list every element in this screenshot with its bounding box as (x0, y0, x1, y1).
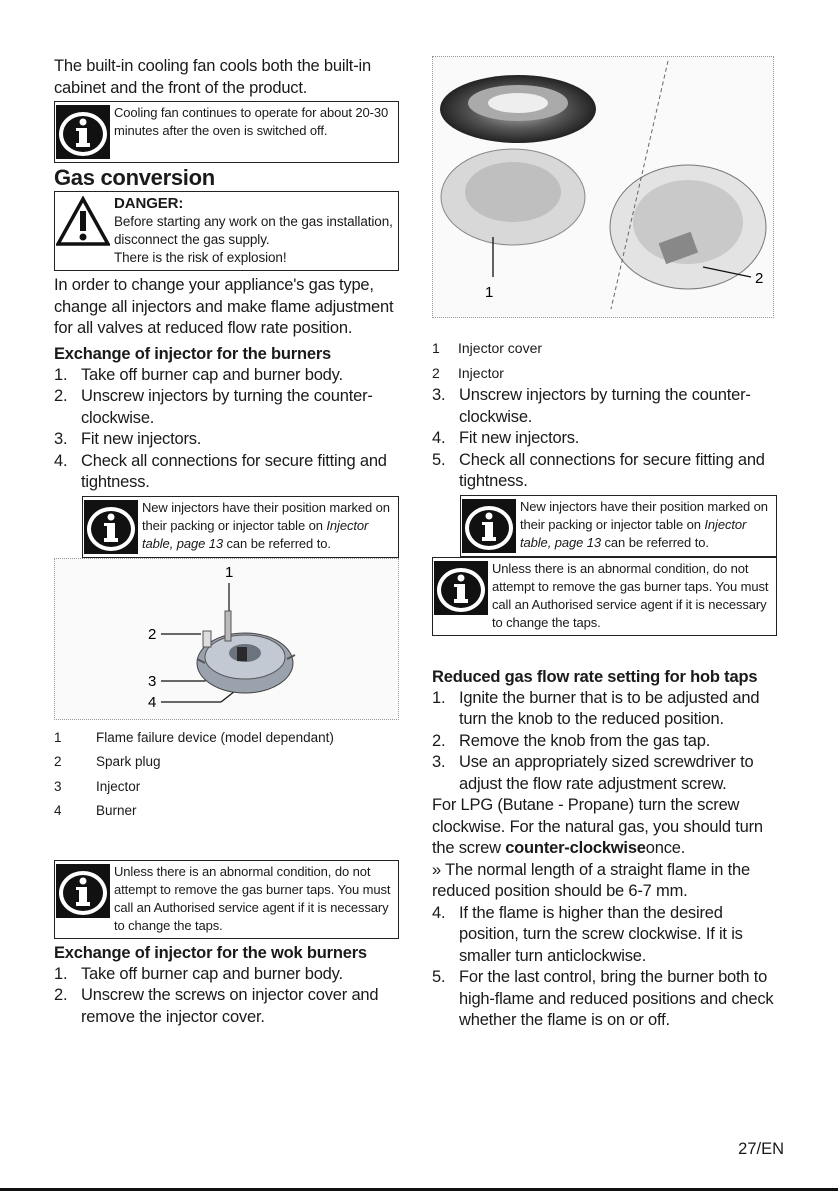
heading-exchange-injector: Exchange of injector for the burners (54, 344, 332, 363)
heading-reduced-flow: Reduced gas flow rate setting for hob taps (432, 667, 758, 686)
list-item: 2. Unscrew the screws on injector cover and remove the injector cover. (54, 986, 379, 1026)
cooling-fan-intro: The built-in cooling fan cools both the built-in cabinet and the front of the product. (54, 57, 371, 97)
list-item: 2 Spark plug (54, 754, 161, 769)
gas-type-paragraph: In order to change your appliance's gas type, change all injectors and make flame adjustment for all valves at reduced flow rate position. (54, 276, 394, 337)
figure-label-3: 3 (148, 672, 157, 690)
info-icon (462, 499, 516, 553)
list-item: 4. Fit new injectors. (432, 429, 580, 447)
list-item: 3. Unscrew injectors by turning the counter-clockwise. (432, 386, 751, 426)
list-item: 1. Take off burner cap and burner body. (54, 964, 343, 983)
injector-table-link[interactable]: Injector table, page 13 (520, 516, 747, 550)
info-icon (434, 561, 488, 615)
list-item: 2. Unscrew injectors by turning the counter-clockwise. (54, 387, 373, 427)
figure-label-1: 1 (485, 284, 494, 301)
list-item: 3. Fit new injectors. (54, 430, 202, 448)
figure-label-4: 4 (148, 693, 157, 711)
danger-note (54, 191, 399, 271)
info-icon (84, 500, 138, 554)
list-item: 1. Ignite the burner that is to be adjusted and turn the knob to the reduced position. (432, 688, 760, 728)
figure-label-2: 2 (148, 625, 157, 643)
warning-triangle-icon (56, 196, 110, 246)
injector-steps-list (54, 365, 399, 494)
info-note-gas-taps-right (432, 557, 777, 636)
heading-wok-injector: Exchange of injector for the wok burners (54, 943, 367, 962)
list-item: 3 Injector (54, 778, 141, 794)
danger-title: DANGER: (114, 195, 184, 212)
burner-diagram (54, 558, 399, 720)
info-note-gas-taps (54, 860, 399, 939)
burner-legend (54, 726, 399, 824)
wok-steps-continued (432, 385, 777, 493)
left-column (54, 56, 399, 1028)
right-column (432, 56, 777, 1032)
normal-flame-length: » The normal length of a straight flame in the reduced position should be 6-7 mm. (432, 860, 750, 900)
danger-text: Before starting any work on the gas installation, disconnect the gas supply. (114, 214, 393, 247)
injector-table-link[interactable]: Injector table, page 13 (142, 517, 369, 551)
info-icon (56, 864, 110, 918)
info-note-cooling-fan (54, 101, 399, 163)
list-item: 5. Check all connections for secure fitting and tightness. (432, 450, 765, 490)
list-item: 2 Injector (432, 364, 504, 381)
reduced-steps-list-continued (432, 903, 777, 1032)
list-item: 2. Remove the knob from the gas tap. (432, 731, 711, 750)
figure-label-2: 2 (755, 270, 764, 287)
lpg-paragraph: For LPG (Butane - Propane) turn the screw clockwise. For the natural gas, you should turn the screw counter-clockwiseonce. (432, 796, 763, 857)
page-number: 27/EN (738, 1140, 784, 1158)
list-item: 1. Take off burner cap and burner body. (54, 365, 343, 384)
list-item: 5. For the last control, bring the burner both to high-flame and reduced positions and check whether the flame is on or off. (432, 968, 774, 1029)
list-item: 3. Use an appropriately sized screwdriver to adjust the flow rate adjustment screw. (432, 753, 754, 793)
note-text: Unless there is an abnormal condition, do not attempt to remove the gas burner taps. You must call an Authorised service agent if it is necessary to change the taps. (114, 863, 391, 933)
list-item: 1 Injector cover (432, 340, 543, 356)
wok-steps-list (54, 964, 399, 1029)
info-note-new-injectors: New injectors have their position marked on their packing or injector table on Injector table, page 13 can be referred to. (82, 496, 399, 558)
info-icon (56, 105, 110, 159)
wok-burner-diagram (432, 56, 774, 318)
list-item: 4 Burner (54, 803, 137, 818)
danger-text-explosion: There is the risk of explosion! (114, 250, 287, 265)
heading-gas-conversion: Gas conversion (54, 165, 215, 190)
list-item: 4. If the flame is higher than the desired position, turn the screw clockwise. If it is smaller turn anticlockwise. (432, 903, 743, 965)
reduced-steps-list (432, 688, 777, 796)
list-item: 4. Check all connections for secure fitting and tightness. (54, 451, 387, 491)
info-note-new-injectors-right: New injectors have their position marked on their packing or injector table on Injector table, page 13 can be referred to. (460, 495, 777, 557)
note-text: Unless there is an abnormal condition, do not attempt to remove the gas burner taps. You must call an Authorised service agent if it is necessary to change the taps. (492, 560, 769, 630)
note-text: Cooling fan continues to operate for about 20-30 minutes after the oven is switched off. (114, 105, 389, 138)
list-item: 1 Flame failure device (model dependant) (54, 729, 334, 745)
wok-legend (432, 336, 777, 385)
figure-label-1: 1 (225, 563, 234, 581)
